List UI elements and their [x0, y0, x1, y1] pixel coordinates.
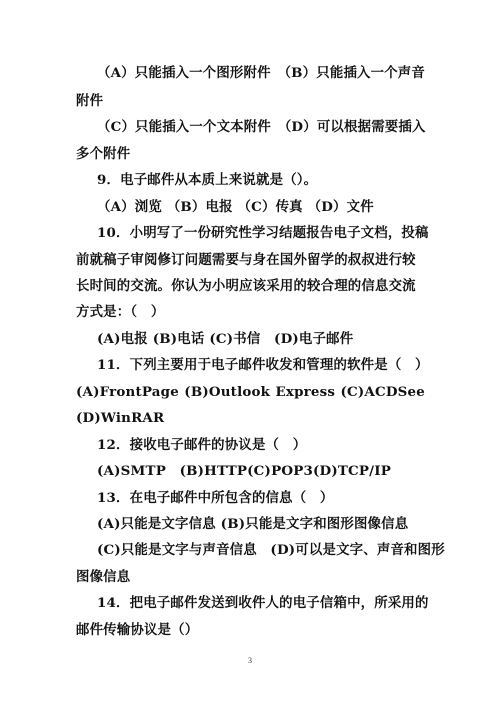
question-10-text: 前就稿子审阅修订问题需要与身在国外留学的叔叔进行较 [76, 252, 416, 268]
option-line-continuation: 附件 [76, 93, 104, 109]
question-13-option-continuation: 图像信息 [76, 569, 131, 585]
option-line-continuation: 多个附件 [76, 146, 131, 162]
question-14-text: 邮件传输协议是（） [76, 622, 199, 638]
option-line-a-b: （A）只能插入一个图形附件 （B）只能插入一个声音 [97, 65, 425, 81]
option-line-c-d: （C）只能插入一个文本附件 （D）可以根据需要插入 [97, 119, 426, 135]
question-12-options: (A)SMTP (B)HTTP(C)POP3(D)TCP/IP [97, 463, 391, 479]
question-12: 12．接收电子邮件的协议是（ ） [97, 437, 307, 453]
question-9-options: （A）浏览 （B）电报 （C）传真 （D）文件 [97, 199, 374, 215]
question-13-options: (C)只能是文字与声音信息 (D)可以是文字、声音和图形 [97, 542, 445, 558]
question-11-options [76, 382, 425, 402]
question-9: 9．电子邮件从本质上来说就是（）。 [97, 172, 318, 188]
question-11-option-d: (D)WinRAR [76, 410, 165, 426]
option-b: (B)Outlook [184, 384, 271, 400]
option-c: (C)ACDSee [340, 384, 425, 400]
page-number: 3 [248, 656, 252, 665]
question-13: 13．在电子邮件中所包含的信息（ ） [97, 490, 334, 506]
question-10-text: 方式是：（ ） [76, 304, 165, 320]
question-10-options: (A)电报 (B)电话 (C)书信 (D)电子邮件 [97, 331, 354, 347]
question-10: 10．小明写了一份研究性学习结题报告电子文档，投稿 [97, 225, 429, 241]
option-b-continued: Express [275, 384, 336, 400]
question-11: 11．下列主要用于电子邮件收发和管理的软件是（ ） [97, 357, 429, 373]
option-a: (A)FrontPage [76, 384, 179, 400]
question-14: 14．把电子邮件发送到收件人的电子信箱中，所采用的 [97, 595, 429, 611]
question-13-options: (A)只能是文字信息 (B)只能是文字和图形图像信息 [97, 516, 409, 532]
question-10-text: 长时间的交流。你认为小明应该采用的较合理的信息交流 [76, 278, 416, 294]
